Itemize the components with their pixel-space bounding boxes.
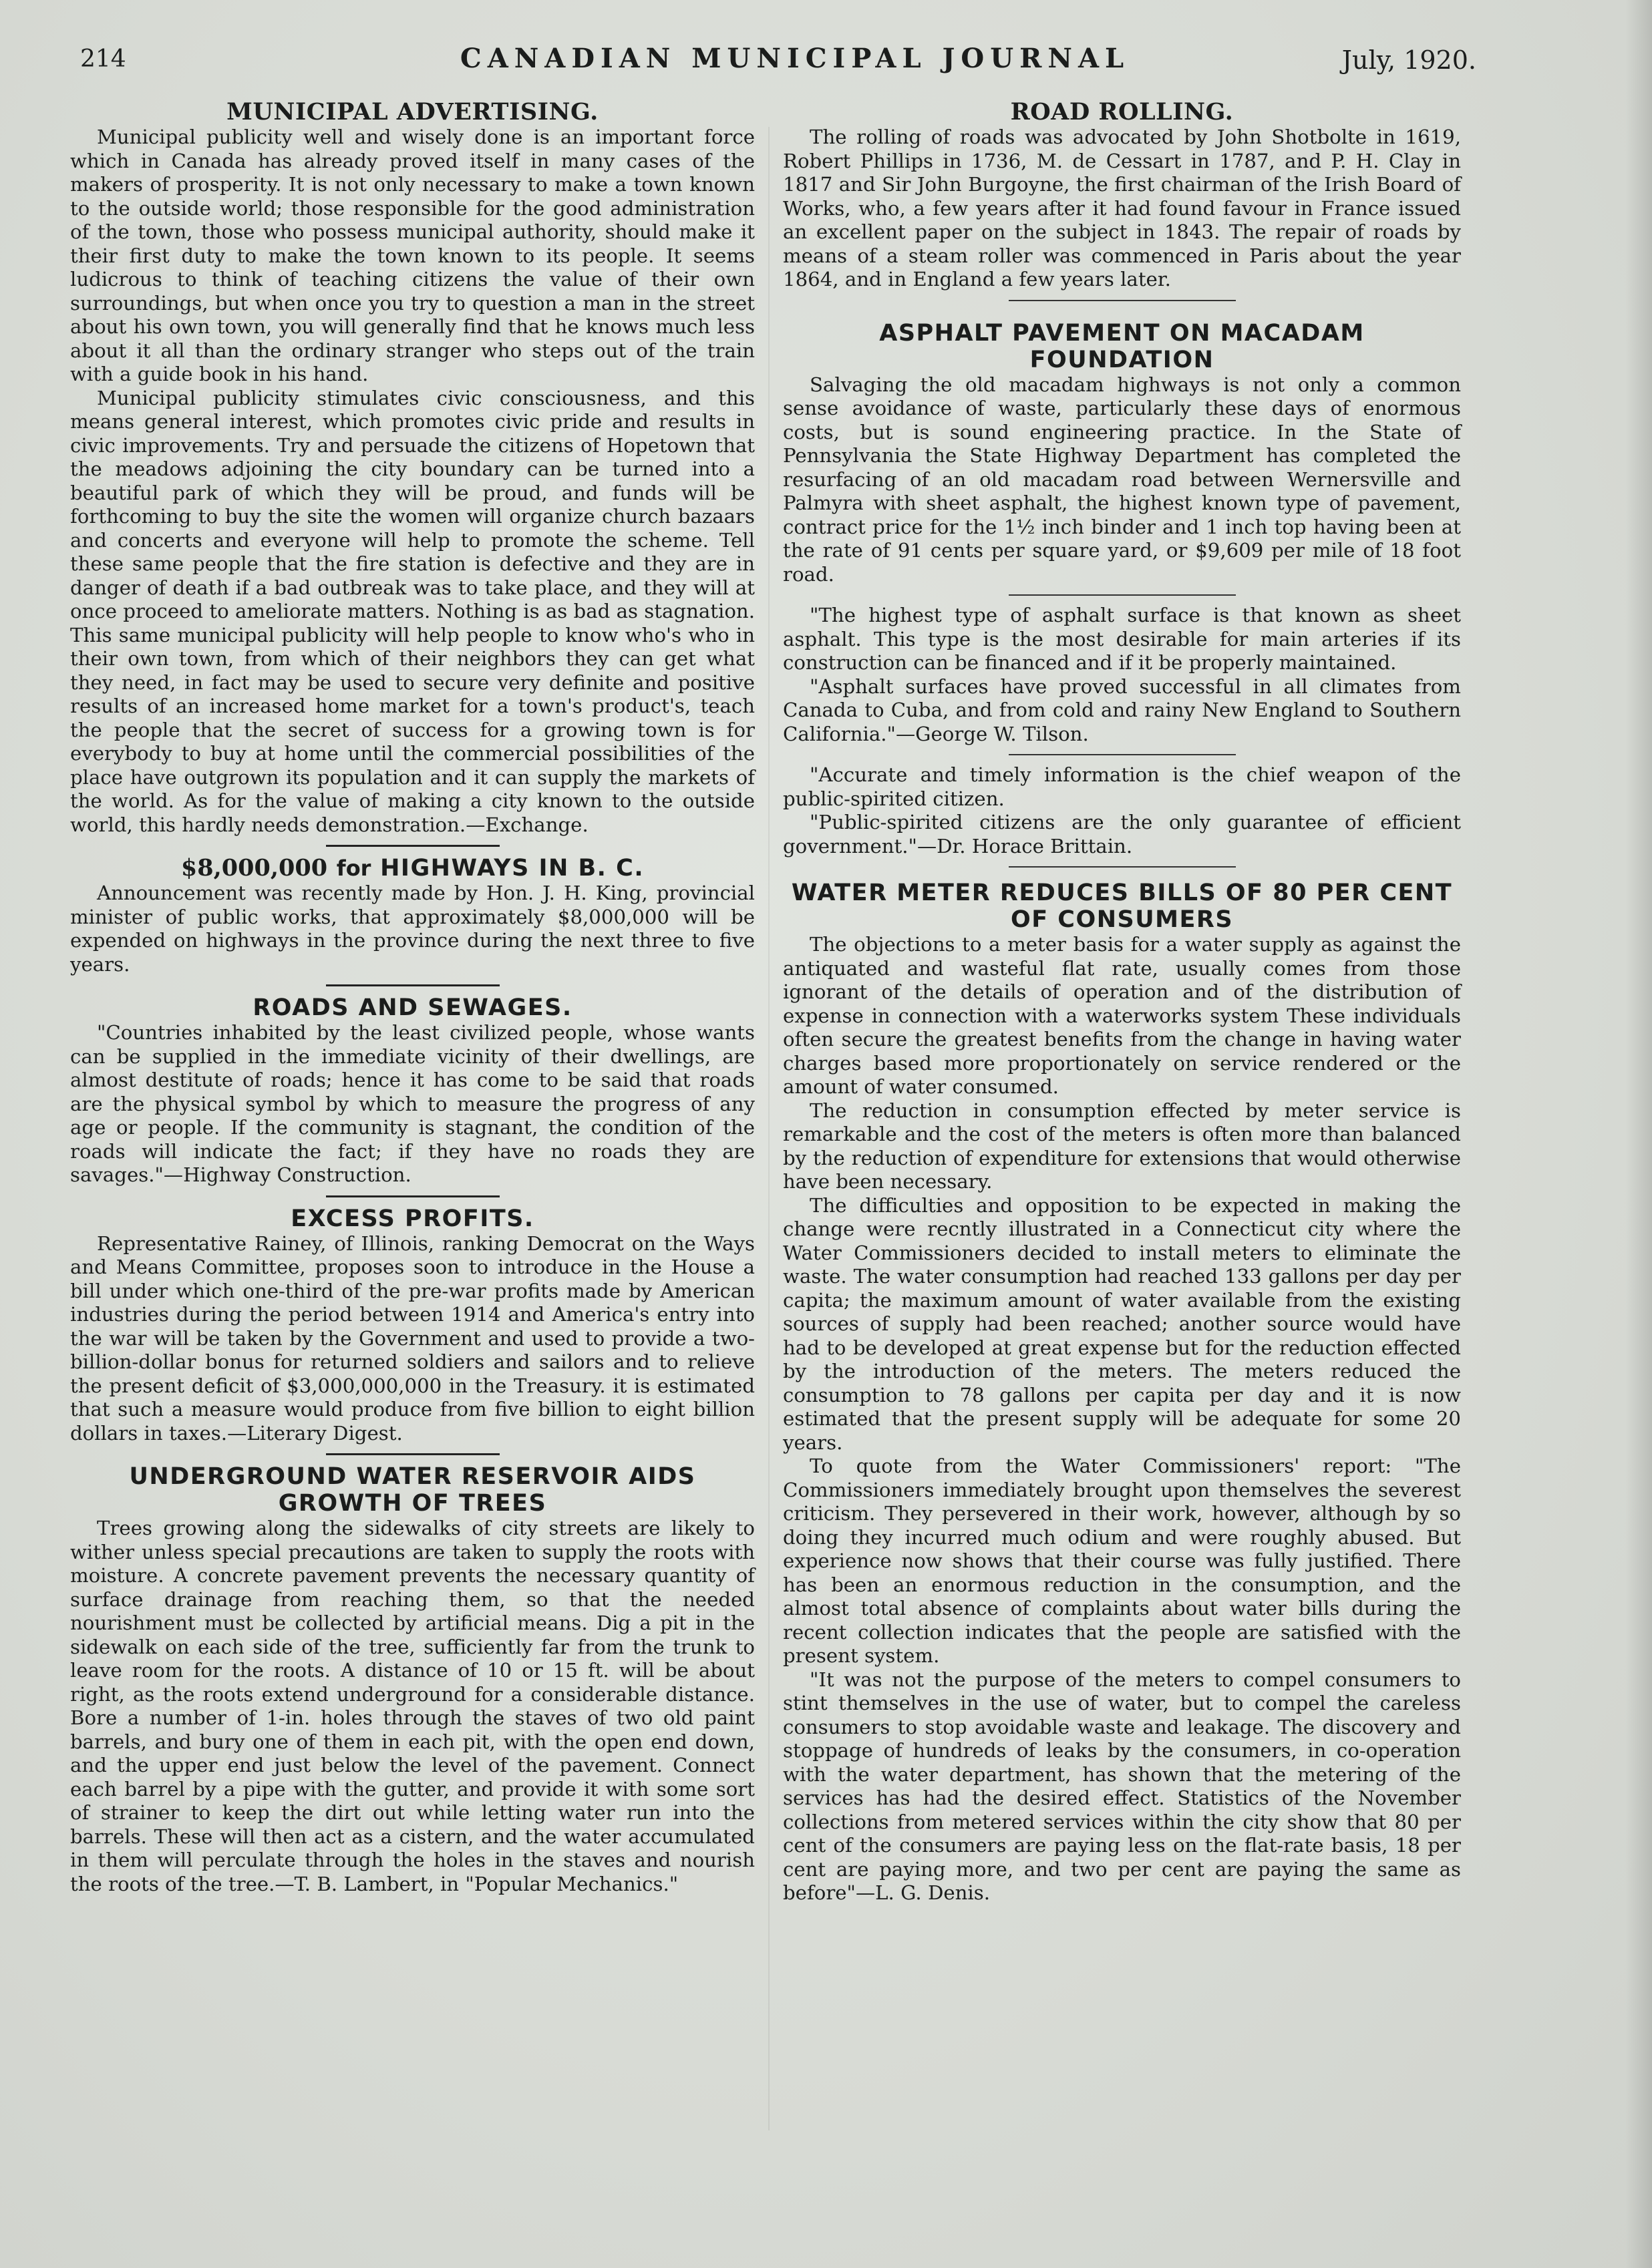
article-title [70, 855, 755, 882]
article-highways-bc [70, 855, 755, 976]
left-column [70, 99, 755, 1896]
article-paragraph: To quote from the Water Commissioners' report: "The Commissioners immediately brought upon themselves the severest criticism. They persevered in their work, however, although by so doing they incurred much odium and were roughly abused. But experience now shows that their course was fully justified. There has been an enormous reduction in the consumption, and the almost total absence of complaints about water bills during the recent collection indicates that the people are satisfied with the present system. [783, 1455, 1461, 1667]
title-for: for [336, 856, 371, 881]
article-paragraph: The rolling of roads was advocated by John Shotbolte in 1619, Robert Phillips in 1736, M. de Cessart in 1787, and P. H. Clay in 1817 and Sir John Burgoyne, the first chairman of the Irish Board of Works, who, a few years after it had found favour in France issued an excellent paper on the subject in 1843. The repair of roads by means of a steam roller was commenced in Paris about the year 1864, and in England a few years later. [783, 126, 1461, 291]
page-header [80, 40, 1476, 80]
section-rule [1009, 866, 1236, 868]
quote-paragraph: "Public-spirited citizens are the only guarantee of efficient government."—Dr. Horace Brittain. [783, 811, 1461, 858]
article-paragraph: The difficulties and opposition to be expected in making the change were recntly illustrated in a Connecticut city where the Water Commissioners decided to install meters to eliminate the waste. The water consumption had reached 133 gallons per day per capita; the maximum amount of water available from the existing sources of supply had been reached; another source would have had to be developed at great expense but for the reduction effected by the introduction of the meters. The meters reduced the consumption to 78 gallons per capita per day and it is now estimated that the present supply will be adequate for some 20 years. [783, 1193, 1461, 1454]
title-rest: HIGHWAYS IN B. C. [380, 855, 645, 882]
section-rule [1009, 300, 1236, 301]
article-title: MUNICIPAL ADVERTISING. [226, 98, 599, 126]
article-paragraph: Representative Rainey, of Illinois, ranking Democrat on the Ways and Means Committee, proposes soon to introduce in the House a bill under which one-third of the pre-war profits made by American industries during the period between 1914 and America's entry into the war will be taken by the Government and used to provide a two-billion-dollar bonus for returned soldiers and sailors and to relieve the present deficit of $3,000,000,000 in the Treasury. it is estimated that such a measure would produce from five billion to eight billion dollars in taxes.—Literary Digest. [70, 1232, 755, 1445]
article-road-rolling [783, 99, 1461, 292]
section-rule [326, 984, 500, 986]
article-asphalt-pavement [783, 320, 1461, 587]
quotes-asphalt [783, 604, 1461, 746]
article-paragraph: Municipal publicity well and wisely done is an important force which in Canada has already proved itself in many cases of the makers of prosperity. It is not only necessary to make a town known to the outside world; those responsible for the good administration of the town, those who possess municipal authority, should make it their first duty to make the town known to its people. It seems ludicrous to think of teaching citizens the value of their own surroundings, but when once you try to question a man in the street about his own town, you will generally find that he knows much less about it all than the ordinary stranger who steps out of the train with a guide book in his hand. [70, 126, 755, 385]
article-underground-reservoir [70, 1463, 755, 1896]
page-number: 214 [80, 45, 126, 73]
article-roads-sewages [70, 994, 755, 1187]
masthead: CANADIAN MUNICIPAL JOURNAL [460, 43, 1130, 74]
article-title: ROAD ROLLING. [1010, 98, 1234, 126]
section-rule [326, 1453, 500, 1455]
section-rule [326, 845, 500, 847]
quote-paragraph: "The highest type of asphalt surface is that known as sheet asphalt. This type is the most desirable for main arteries if its construction can be financed and if it be properly maintained. [783, 604, 1461, 674]
section-rule [1009, 754, 1236, 755]
issue-date: July, 1920. [1341, 45, 1476, 75]
article-paragraph: Municipal publicity stimulates civic consciousness, and this means general interest, which promotes civic pride and results in civic improvements. Try and persuade the citizens of Hopetown that the meadows adjoining the city boundary can be turned into a beautiful park of which they will be proud, and funds will be forthcoming to buy the site the women will organize church bazaars and concerts and everyone will help to promote the scheme. Tell these same people that the fire station is defective and they are in danger of death if a bad outbreak was to take place, and they will at once proceed to ameliorate matters. Nothing is as bad as stagnation. This same municipal publicity will help people to know who's who in their own town, from which of their neighbors they can get what they need, in fact may be used to secure very definite and positive results of an increased home market for a town's product's, teach the people that the secret of success for a growing town is for everybody to buy at home until the commercial possibilities of the place have outgrown its population and it can supply the markets of the world. As for the value of making a city known to the outside world, this hardly needs demonstration.—Exchange. [70, 386, 755, 836]
quote-paragraph: "Asphalt surfaces have proved successful in all climates from Canada to Cuba, and from cold and rainy New England to Southern California."—George W. Tilson. [783, 675, 1461, 745]
article-title: WATER METER REDUCES BILLS OF 80 PER CENT OF CONSUMERS [791, 880, 1453, 933]
section-rule [1009, 594, 1236, 596]
quote-paragraph: "Accurate and timely information is the chief weapon of the public-spirited citizen. [783, 763, 1461, 810]
title-amount: $8,000,000 [180, 854, 328, 882]
article-paragraph: The objections to a meter basis for a water supply as against the antiquated and wasteful flat rate, usually comes from those ignorant of the details of operation and of the distribution of expense in connection with a waterworks system These individuals often secure the greatest benefits from the change in having water charges based more proportionately on service rendered or the amount of water consumed. [783, 933, 1461, 1098]
page-edge-shadow [1625, 0, 1652, 2268]
column-divider [768, 127, 770, 2130]
right-column [783, 99, 1461, 1905]
article-paragraph: Trees growing along the sidewalks of city streets are likely to wither unless special precautions are taken to supply the roots with moisture. A concrete pavement prevents the necessary quantity of surface drainage from reaching them, so that the needed nourishment must be collected by artificial means. Dig a pit in the sidewalk on each side of the tree, sufficiently far from the trunk to leave room for the roots. A distance of 10 or 15 ft. will be about right, as the roots extend underground for a considerable distance. Bore a number of 1-in. holes through the staves of two old paint barrels, and bury one of them in each pit, with the open end down, and the upper end just below the level of the pavement. Connect each barrel by a pipe with the gutter, and provide it with some sort of strainer to keep the dirt out while letting water run into the barrels. These will then act as a cistern, and the water accumulated in them will perculate through the holes in the staves and nourish the roots of the tree.—T. B. Lambert, in "Popular Mechanics." [70, 1517, 755, 1895]
article-municipal-advertising [70, 99, 755, 837]
section-rule [326, 1195, 500, 1197]
article-title: UNDERGROUND WATER RESERVOIR AIDS GROWTH OF TREES [129, 1463, 696, 1517]
article-title: EXCESS PROFITS. [291, 1205, 534, 1232]
article-title: ROADS AND SEWAGES. [253, 994, 572, 1021]
article-title: ASPHALT PAVEMENT ON MACADAM FOUNDATION [879, 319, 1365, 373]
article-paragraph: "Countries inhabited by the least civilized people, whose wants can be supplied in the immediate vicinity of their dwellings, are almost destitute of roads; hence it has come to be said that roads are the physical symbol by which to measure the progress of any age or people. If the community is stagnant, the condition of the roads will indicate the fact; if they have no roads they are savages."—Highway Construction. [70, 1021, 755, 1186]
article-excess-profits [70, 1205, 755, 1446]
article-water-meter [783, 880, 1461, 1905]
article-paragraph: The reduction in consumption effected by meter service is remarkable and the cost of the meters is often more than balanced by the reduction of expenditure for extensions that would otherwise have been necessary. [783, 1099, 1461, 1193]
quotes-information [783, 763, 1461, 858]
article-paragraph: Salvaging the old macadam highways is not only a common sense avoidance of waste, particularly these days of enormous costs, but is sound engineering practice. In the State of Pennsylvania the State Highway Department has completed the resurfacing of an old macadam road between Wernersville and Palmyra with sheet asphalt, the highest known type of pavement, contract price for the 1½ inch binder and 1 inch top having been at the rate of 91 cents per square yard, or $9,609 per mile of 18 foot road. [783, 373, 1461, 586]
article-paragraph: Announcement was recently made by Hon. J. H. King, provincial minister of public works, that approximately $8,000,000 will be expended on highways in the province during the next three to five years. [70, 882, 755, 976]
article-paragraph: "It was not the purpose of the meters to compel consumers to stint themselves in the use of water, but to compel the careless consumers to stop avoidable waste and leakage. The discovery and stoppage of hundreds of leaks by the consumers, in co-operation with the water department, has shown that the metering of the services has had the desired effect. Statistics of the November collections from metered services within the city show that 80 per cent of the consumers are paying less on the flat-rate basis, 18 per cent are paying more, and two per cent are paying the same as before"—L. G. Denis. [783, 1668, 1461, 1904]
